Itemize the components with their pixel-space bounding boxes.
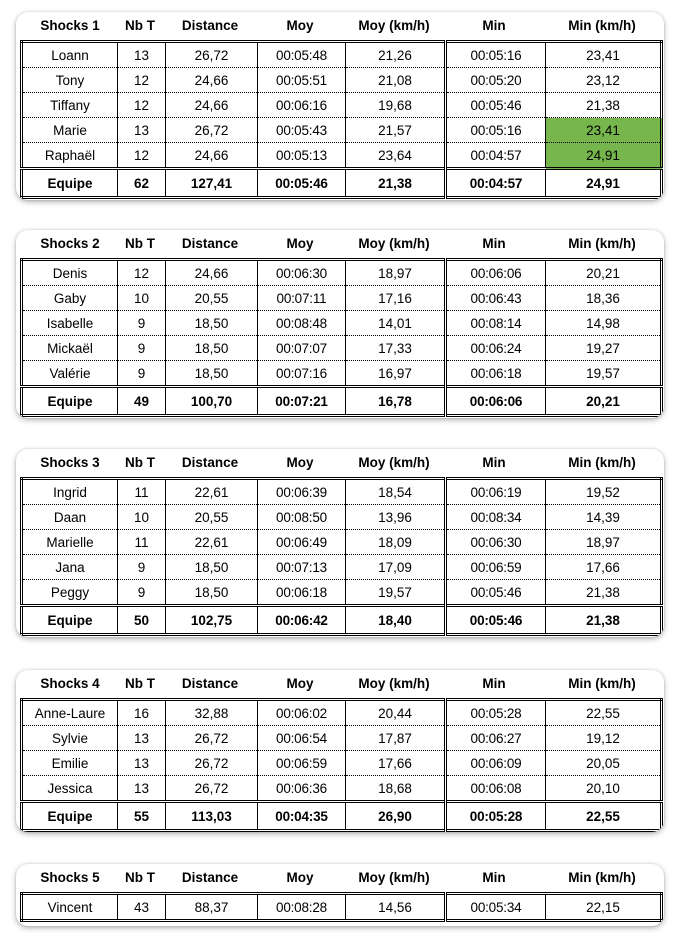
total-moy: 00:04:35	[258, 802, 346, 831]
min-kmh-cell: 22,15	[546, 894, 662, 921]
table-row	[22, 311, 662, 336]
moy-kmh-cell: 18,54	[346, 479, 446, 505]
team-table	[20, 698, 663, 832]
min-kmh-cell-highlighted: 24,91	[546, 143, 662, 169]
moy-cell: 00:06:30	[258, 260, 346, 286]
min-kmh-cell: 19,12	[546, 726, 662, 751]
min-cell: 00:06:09	[446, 751, 546, 776]
min-cell: 00:06:30	[446, 530, 546, 555]
total-nb-t: 55	[118, 802, 166, 831]
total-moy-kmh: 18,40	[346, 606, 446, 635]
table-header	[16, 230, 664, 258]
min-kmh-cell: 17,66	[546, 555, 662, 580]
team-table	[20, 892, 663, 922]
min-kmh-cell: 22,55	[546, 700, 662, 726]
moy-cell: 00:05:51	[258, 68, 346, 93]
moy-cell: 00:07:07	[258, 336, 346, 361]
member-name: Mickaël	[22, 336, 118, 361]
moy-cell: 00:06:59	[258, 751, 346, 776]
total-distance: 127,41	[166, 169, 258, 198]
table-row	[22, 143, 662, 169]
nb-t-cell: 12	[118, 93, 166, 118]
table-row	[22, 700, 662, 726]
total-min-kmh: 22,55	[546, 802, 662, 831]
moy-cell: 00:08:48	[258, 311, 346, 336]
total-min-kmh: 21,38	[546, 606, 662, 635]
header-moy-kmh: Moy (km/h)	[358, 455, 430, 470]
nb-t-cell: 13	[118, 726, 166, 751]
nb-t-cell: 13	[118, 776, 166, 802]
table-header	[16, 864, 664, 892]
distance-cell: 26,72	[166, 118, 258, 143]
total-moy: 00:07:21	[258, 387, 346, 416]
header-nb-t: Nb T	[125, 676, 155, 691]
min-kmh-cell: 21,38	[546, 580, 662, 606]
header-min: Min	[482, 676, 506, 691]
total-label: Equipe	[22, 169, 118, 198]
member-name: Jessica	[22, 776, 118, 802]
min-cell: 00:05:28	[446, 700, 546, 726]
header-distance: Distance	[181, 870, 239, 885]
min-kmh-cell-highlighted: 23,41	[546, 118, 662, 143]
moy-kmh-cell: 20,44	[346, 700, 446, 726]
nb-t-cell: 9	[118, 311, 166, 336]
member-name: Valérie	[22, 361, 118, 387]
moy-kmh-cell: 18,09	[346, 530, 446, 555]
total-label: Equipe	[22, 606, 118, 635]
nb-t-cell: 13	[118, 118, 166, 143]
min-cell: 00:05:16	[446, 118, 546, 143]
moy-kmh-cell: 19,68	[346, 93, 446, 118]
team-table	[20, 477, 663, 636]
total-moy-kmh: 26,90	[346, 802, 446, 831]
header-moy-kmh: Moy (km/h)	[358, 870, 430, 885]
total-distance: 113,03	[166, 802, 258, 831]
min-cell: 00:05:20	[446, 68, 546, 93]
moy-kmh-cell: 16,97	[346, 361, 446, 387]
min-cell: 00:05:46	[446, 93, 546, 118]
total-nb-t: 62	[118, 169, 166, 198]
moy-cell: 00:07:16	[258, 361, 346, 387]
team-name: Shocks 4	[40, 676, 100, 691]
moy-kmh-cell: 21,08	[346, 68, 446, 93]
team-total-row	[22, 802, 662, 831]
table-row	[22, 93, 662, 118]
distance-cell: 26,72	[166, 751, 258, 776]
table-row	[22, 505, 662, 530]
header-moy: Moy	[286, 455, 314, 470]
team-table	[20, 40, 663, 199]
header-distance: Distance	[181, 455, 239, 470]
total-moy: 00:05:46	[258, 169, 346, 198]
min-kmh-cell: 18,36	[546, 286, 662, 311]
min-cell: 00:05:34	[446, 894, 546, 921]
min-kmh-cell: 23,12	[546, 68, 662, 93]
min-kmh-cell: 18,97	[546, 530, 662, 555]
member-name: Peggy	[22, 580, 118, 606]
distance-cell: 26,72	[166, 726, 258, 751]
team-total-row	[22, 387, 662, 416]
moy-kmh-cell: 14,01	[346, 311, 446, 336]
distance-cell: 20,55	[166, 286, 258, 311]
nb-t-cell: 11	[118, 479, 166, 505]
moy-cell: 00:06:39	[258, 479, 346, 505]
table-row	[22, 336, 662, 361]
distance-cell: 26,72	[166, 776, 258, 802]
moy-kmh-cell: 17,87	[346, 726, 446, 751]
distance-cell: 18,50	[166, 555, 258, 580]
distance-cell: 32,88	[166, 700, 258, 726]
min-kmh-cell: 20,21	[546, 260, 662, 286]
team-card-shocks-3	[16, 449, 664, 637]
total-moy-kmh: 21,38	[346, 169, 446, 198]
header-moy-kmh: Moy (km/h)	[358, 236, 430, 251]
min-cell: 00:04:57	[446, 143, 546, 169]
min-cell: 00:06:43	[446, 286, 546, 311]
distance-cell: 26,72	[166, 42, 258, 68]
min-kmh-cell: 20,10	[546, 776, 662, 802]
min-kmh-cell: 14,98	[546, 311, 662, 336]
table-header	[16, 449, 664, 477]
total-distance: 102,75	[166, 606, 258, 635]
member-name: Anne-Laure	[22, 700, 118, 726]
total-distance: 100,70	[166, 387, 258, 416]
min-cell: 00:05:46	[446, 580, 546, 606]
distance-cell: 18,50	[166, 311, 258, 336]
table-row	[22, 580, 662, 606]
moy-cell: 00:08:28	[258, 894, 346, 921]
distance-cell: 24,66	[166, 143, 258, 169]
nb-t-cell: 9	[118, 580, 166, 606]
total-min-kmh: 20,21	[546, 387, 662, 416]
total-nb-t: 50	[118, 606, 166, 635]
header-min-kmh: Min (km/h)	[568, 870, 636, 885]
total-label: Equipe	[22, 387, 118, 416]
header-min: Min	[482, 455, 506, 470]
min-kmh-cell: 19,27	[546, 336, 662, 361]
header-min-kmh: Min (km/h)	[568, 18, 636, 33]
min-cell: 00:05:16	[446, 42, 546, 68]
team-card-shocks-1	[16, 12, 664, 200]
moy-kmh-cell: 13,96	[346, 505, 446, 530]
table-row	[22, 68, 662, 93]
moy-kmh-cell: 17,66	[346, 751, 446, 776]
member-name: Ingrid	[22, 479, 118, 505]
min-cell: 00:06:27	[446, 726, 546, 751]
nb-t-cell: 11	[118, 530, 166, 555]
nb-t-cell: 16	[118, 700, 166, 726]
moy-cell: 00:06:49	[258, 530, 346, 555]
moy-cell: 00:06:54	[258, 726, 346, 751]
header-moy: Moy	[286, 18, 314, 33]
min-kmh-cell: 21,38	[546, 93, 662, 118]
moy-cell: 00:05:43	[258, 118, 346, 143]
header-moy: Moy	[286, 676, 314, 691]
nb-t-cell: 10	[118, 286, 166, 311]
member-name: Marielle	[22, 530, 118, 555]
member-name: Denis	[22, 260, 118, 286]
table-row	[22, 776, 662, 802]
nb-t-cell: 12	[118, 143, 166, 169]
header-nb-t: Nb T	[125, 18, 155, 33]
header-min: Min	[482, 870, 506, 885]
min-cell: 00:06:19	[446, 479, 546, 505]
moy-kmh-cell: 17,09	[346, 555, 446, 580]
distance-cell: 22,61	[166, 530, 258, 555]
nb-t-cell: 12	[118, 68, 166, 93]
moy-cell: 00:06:18	[258, 580, 346, 606]
table-row	[22, 555, 662, 580]
distance-cell: 22,61	[166, 479, 258, 505]
min-cell: 00:06:06	[446, 260, 546, 286]
total-min: 00:05:28	[446, 802, 546, 831]
min-kmh-cell: 14,39	[546, 505, 662, 530]
member-name: Jana	[22, 555, 118, 580]
header-moy: Moy	[286, 870, 314, 885]
team-total-row	[22, 606, 662, 635]
moy-cell: 00:07:11	[258, 286, 346, 311]
moy-kmh-cell: 14,56	[346, 894, 446, 921]
distance-cell: 24,66	[166, 260, 258, 286]
table-header	[16, 670, 664, 698]
header-min: Min	[482, 236, 506, 251]
nb-t-cell: 43	[118, 894, 166, 921]
team-name: Shocks 1	[40, 18, 100, 33]
member-name: Gaby	[22, 286, 118, 311]
min-cell: 00:08:34	[446, 505, 546, 530]
distance-cell: 18,50	[166, 336, 258, 361]
min-cell: 00:06:08	[446, 776, 546, 802]
min-cell: 00:06:59	[446, 555, 546, 580]
distance-cell: 24,66	[166, 93, 258, 118]
nb-t-cell: 10	[118, 505, 166, 530]
member-name: Tiffany	[22, 93, 118, 118]
table-header	[16, 12, 664, 40]
moy-kmh-cell: 23,64	[346, 143, 446, 169]
moy-kmh-cell: 18,68	[346, 776, 446, 802]
min-kmh-cell: 23,41	[546, 42, 662, 68]
total-min: 00:05:46	[446, 606, 546, 635]
distance-cell: 18,50	[166, 580, 258, 606]
moy-cell: 00:05:48	[258, 42, 346, 68]
team-name: Shocks 5	[40, 870, 100, 885]
header-min-kmh: Min (km/h)	[568, 236, 636, 251]
member-name: Emilie	[22, 751, 118, 776]
team-card-shocks-2	[16, 230, 664, 418]
total-moy-kmh: 16,78	[346, 387, 446, 416]
table-row	[22, 118, 662, 143]
header-moy: Moy	[286, 236, 314, 251]
total-min-kmh: 24,91	[546, 169, 662, 198]
min-cell: 00:06:18	[446, 361, 546, 387]
total-min: 00:04:57	[446, 169, 546, 198]
nb-t-cell: 9	[118, 361, 166, 387]
min-cell: 00:06:24	[446, 336, 546, 361]
moy-kmh-cell: 19,57	[346, 580, 446, 606]
member-name: Daan	[22, 505, 118, 530]
table-row	[22, 894, 662, 921]
total-nb-t: 49	[118, 387, 166, 416]
team-name: Shocks 2	[40, 236, 100, 251]
total-min: 00:06:06	[446, 387, 546, 416]
header-nb-t: Nb T	[125, 236, 155, 251]
team-name: Shocks 3	[40, 455, 100, 470]
member-name: Raphaël	[22, 143, 118, 169]
distance-cell: 18,50	[166, 361, 258, 387]
moy-cell: 00:05:13	[258, 143, 346, 169]
moy-kmh-cell: 21,26	[346, 42, 446, 68]
team-total-row	[22, 169, 662, 198]
header-min-kmh: Min (km/h)	[568, 455, 636, 470]
header-distance: Distance	[181, 676, 239, 691]
header-min-kmh: Min (km/h)	[568, 676, 636, 691]
moy-kmh-cell: 21,57	[346, 118, 446, 143]
moy-cell: 00:06:36	[258, 776, 346, 802]
total-moy: 00:06:42	[258, 606, 346, 635]
table-row	[22, 530, 662, 555]
team-card-shocks-4	[16, 670, 664, 832]
moy-cell: 00:06:16	[258, 93, 346, 118]
table-row	[22, 361, 662, 387]
nb-t-cell: 9	[118, 555, 166, 580]
min-kmh-cell: 20,05	[546, 751, 662, 776]
nb-t-cell: 12	[118, 260, 166, 286]
member-name: Vincent	[22, 894, 118, 921]
header-distance: Distance	[181, 18, 239, 33]
distance-cell: 24,66	[166, 68, 258, 93]
member-name: Loann	[22, 42, 118, 68]
moy-kmh-cell: 17,33	[346, 336, 446, 361]
header-moy-kmh: Moy (km/h)	[358, 676, 430, 691]
member-name: Sylvie	[22, 726, 118, 751]
min-kmh-cell: 19,57	[546, 361, 662, 387]
distance-cell: 88,37	[166, 894, 258, 921]
team-card-shocks-5	[16, 864, 664, 926]
header-moy-kmh: Moy (km/h)	[358, 18, 430, 33]
moy-kmh-cell: 17,16	[346, 286, 446, 311]
nb-t-cell: 13	[118, 42, 166, 68]
member-name: Marie	[22, 118, 118, 143]
table-row	[22, 751, 662, 776]
distance-cell: 20,55	[166, 505, 258, 530]
moy-kmh-cell: 18,97	[346, 260, 446, 286]
team-table	[20, 258, 663, 417]
min-cell: 00:08:14	[446, 311, 546, 336]
header-nb-t: Nb T	[125, 870, 155, 885]
nb-t-cell: 13	[118, 751, 166, 776]
table-row	[22, 726, 662, 751]
header-min: Min	[482, 18, 506, 33]
member-name: Isabelle	[22, 311, 118, 336]
moy-cell: 00:06:02	[258, 700, 346, 726]
table-row	[22, 260, 662, 286]
table-row	[22, 479, 662, 505]
moy-cell: 00:08:50	[258, 505, 346, 530]
moy-cell: 00:07:13	[258, 555, 346, 580]
min-kmh-cell: 19,52	[546, 479, 662, 505]
table-row	[22, 42, 662, 68]
nb-t-cell: 9	[118, 336, 166, 361]
header-nb-t: Nb T	[125, 455, 155, 470]
header-distance: Distance	[181, 236, 239, 251]
member-name: Tony	[22, 68, 118, 93]
total-label: Equipe	[22, 802, 118, 831]
table-row	[22, 286, 662, 311]
